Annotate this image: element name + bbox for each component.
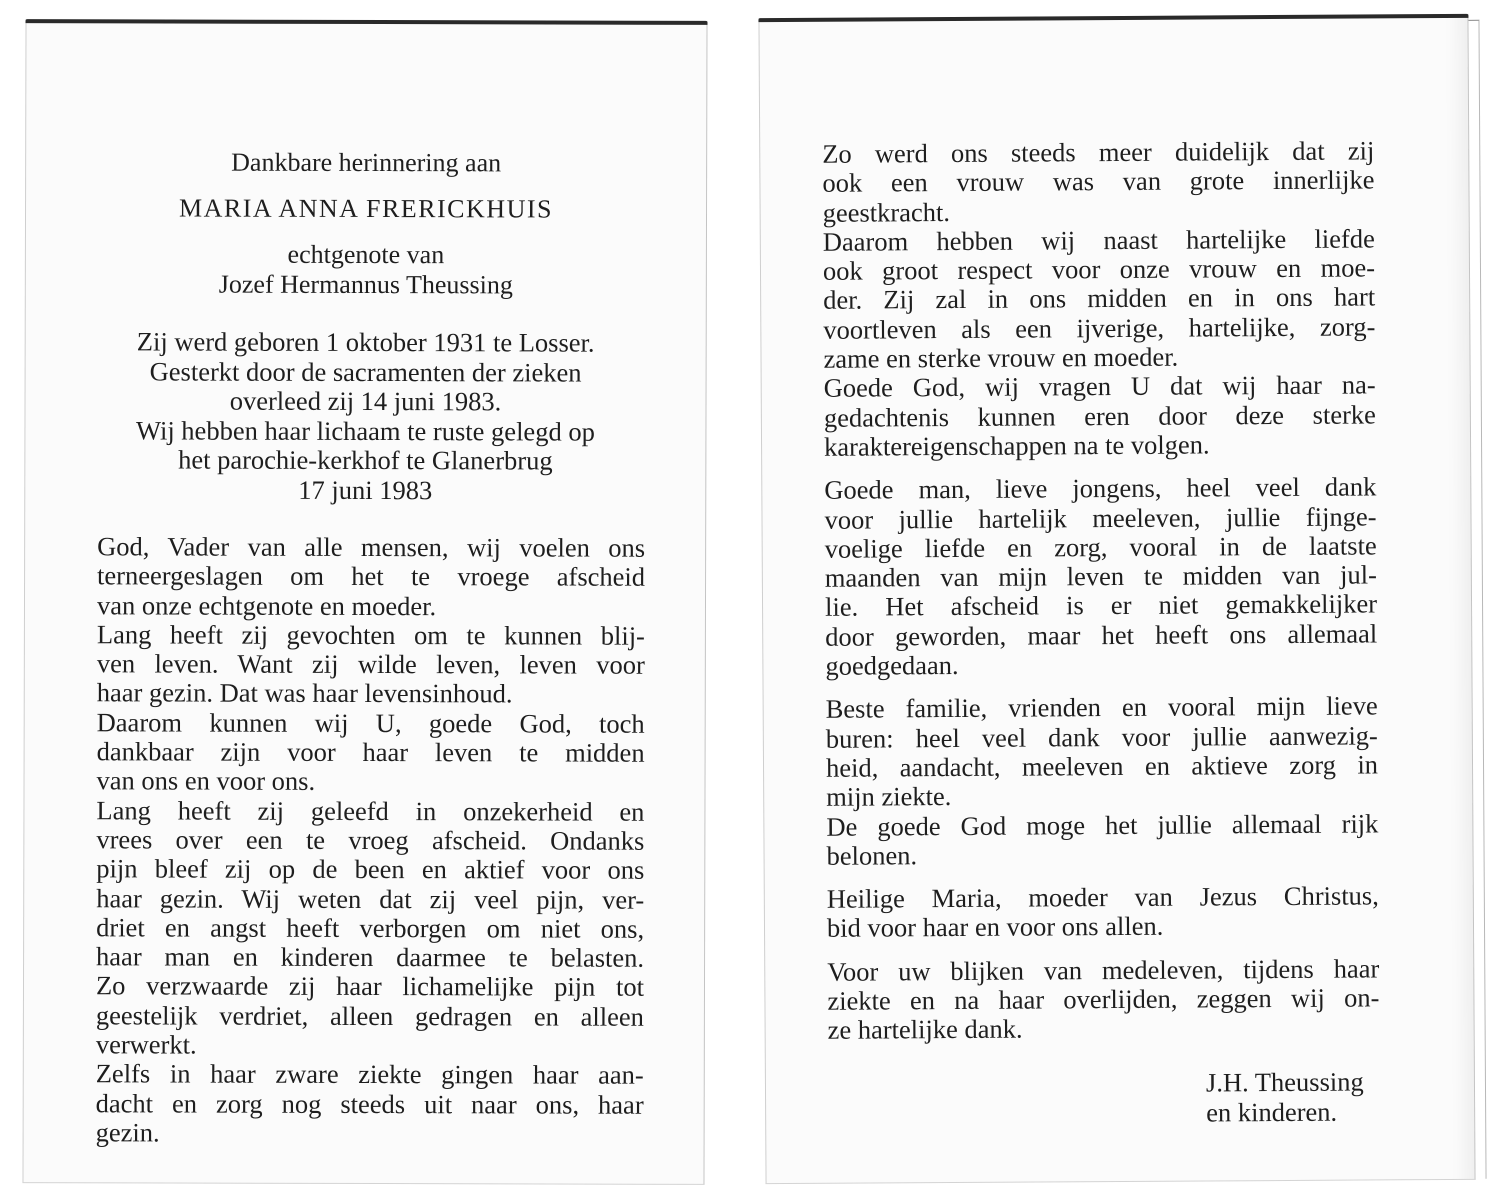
text-line: karaktereigenschappen na te volgen. (823, 429, 1210, 462)
fact-line: 17 juni 1983 (298, 474, 433, 505)
text-line: haar gezin. Dat was haar levensinhoud. (96, 677, 513, 709)
text-line: voelige liefde en zorg, vooral in de laatste (824, 530, 1377, 564)
fact-line: Zij werd geboren 1 oktober 1931 te Losser. (136, 326, 595, 358)
text-line: ook een vrouw was van grote innerlijke (822, 164, 1375, 199)
text-line: ziekte en na haar overlijden, zeggen wij on- (827, 982, 1380, 1016)
spouse-label: echtgenote van (287, 239, 445, 270)
spouse-name: Jozef Hermannus Theussing (218, 269, 513, 300)
text-line: gezin. (95, 1117, 160, 1148)
text-line: van onze echtgenote en moeder. (96, 589, 437, 621)
text-line: terneergeslagen om het te vroege afscheid (97, 560, 646, 593)
text-line: ven leven. Want zij wilde leven, leven voor (96, 648, 645, 680)
text-line: De goede God moge het jullie allemaal rijk (826, 807, 1379, 842)
memorial-card-right (758, 14, 1475, 1184)
text-line: Zo werd ons steeds meer duidelijk dat zij (822, 135, 1375, 169)
text-line: ook groot respect voor onze vrouw en moe- (822, 252, 1376, 286)
paragraph-prayer-mary (827, 882, 1379, 944)
prayer-text (96, 532, 646, 1149)
text-line: belonen. (826, 840, 918, 871)
memorial-card-left (22, 19, 707, 1185)
text-line: driet en angst heeft verborgen om niet ons, (96, 912, 645, 944)
intro-heading: Dankbare herinnering aan (231, 147, 502, 178)
text-line: verwerkt. (95, 1029, 197, 1060)
text-line: Goede man, lieve jongens, heel veel dank (824, 471, 1377, 506)
text-line: God, Vader van alle mensen, wij voelen ons (97, 531, 646, 563)
text-line: goedgedaan. (825, 650, 959, 681)
text-line: haar gezin. Wij weten dat zij veel pijn, ver- (96, 882, 645, 915)
text-line: der. Zij zal in ons midden en in ons hart (823, 281, 1376, 316)
text-line: Goede God, wij vragen U dat wij haar na- (823, 369, 1376, 404)
text-line: voor jullie hartelijk meeleven, jullie fijnge- (824, 500, 1377, 535)
text-line: pijn bleef zij op de been en aktief voor ons (96, 853, 645, 885)
text-line: Zo verzwaarde zij haar lichamelijke pijn tot (95, 970, 645, 1003)
text-line: gedachtenis kunnen eren door deze sterke (823, 399, 1376, 433)
text-line: lie. Het afscheid is er niet gemakkelijker (824, 588, 1378, 623)
signature-line2: en kinderen. (1206, 1096, 1338, 1128)
text-line: Daarom kunnen wij U, goede God, toch (96, 707, 645, 739)
life-facts (25, 327, 705, 506)
deceased-name: MARIA ANNA FRERICKHUIS (179, 193, 554, 224)
text-line: Daarom hebben wij naast hartelijke liefde (822, 223, 1375, 257)
text-line: maanden van mijn leven te midden van jul- (824, 559, 1377, 593)
paragraph-gratitude (827, 954, 1380, 1045)
text-line: vrees over een te vroeg afscheid. Ondanks (96, 824, 645, 856)
paragraph-strength (822, 136, 1376, 462)
text-line: Beste familie, vrienden en vooral mijn lieve (825, 690, 1378, 725)
text-line: voortleven als een ijverige, hartelijke, zorg- (823, 311, 1376, 345)
text-line: zame en sterke vrouw en moeder. (823, 341, 1179, 374)
text-line: haar man en kinderen daarmee te belasten. (96, 941, 645, 973)
text-line: geestelijk verdriet, alleen gedragen en alleen (95, 1000, 644, 1032)
text-line: Voor uw blijken van medeleven, tijdens haar (827, 953, 1380, 987)
text-line: bid voor haar en voor ons allen. (826, 911, 1164, 944)
text-line: van ons en voor ons. (96, 765, 316, 797)
paragraph-neighbours-thanks (826, 692, 1379, 871)
text-line: geestkracht. (822, 196, 951, 228)
text-line: Zelfs in haar zware ziekte gingen haar aan- (95, 1058, 644, 1091)
text-line: Lang heeft zij gevochten om te kunnen blij- (96, 619, 645, 651)
text-line: buren: heel veel dank voor jullie aanwezig- (825, 720, 1378, 754)
signature (1206, 1067, 1364, 1128)
text-line: mijn ziekte. (826, 781, 952, 813)
fact-line: overleed zij 14 juni 1983. (229, 385, 502, 417)
signature-name: J.H. Theussing (1205, 1066, 1364, 1098)
text-line: heid, aandacht, meeleven en aktieve zorg in (825, 749, 1379, 783)
text-line: Lang heeft zij geleefd in onzekerheid en (96, 794, 645, 827)
text-line: door geworden, maar het heeft ons allemaal (825, 618, 1378, 652)
fact-line: Gesterkt door de sacramenten der zieken (149, 355, 582, 388)
fact-line: het parochie-kerkhof te Glanerbrug (178, 444, 553, 476)
text-line: ze hartelijke dank. (827, 1013, 1023, 1046)
text-line: Heilige Maria, moeder van Jezus Christus, (826, 880, 1379, 914)
paragraph-family-thanks (824, 473, 1377, 681)
text-line: dankbaar zijn voor haar leven te midden (96, 736, 645, 768)
closing-text (822, 136, 1380, 1045)
text-line: dacht en zorg nog steeds uit naar ons, haar (95, 1087, 644, 1120)
fact-line: Wij hebben haar lichaam te ruste gelegd op (135, 414, 595, 447)
